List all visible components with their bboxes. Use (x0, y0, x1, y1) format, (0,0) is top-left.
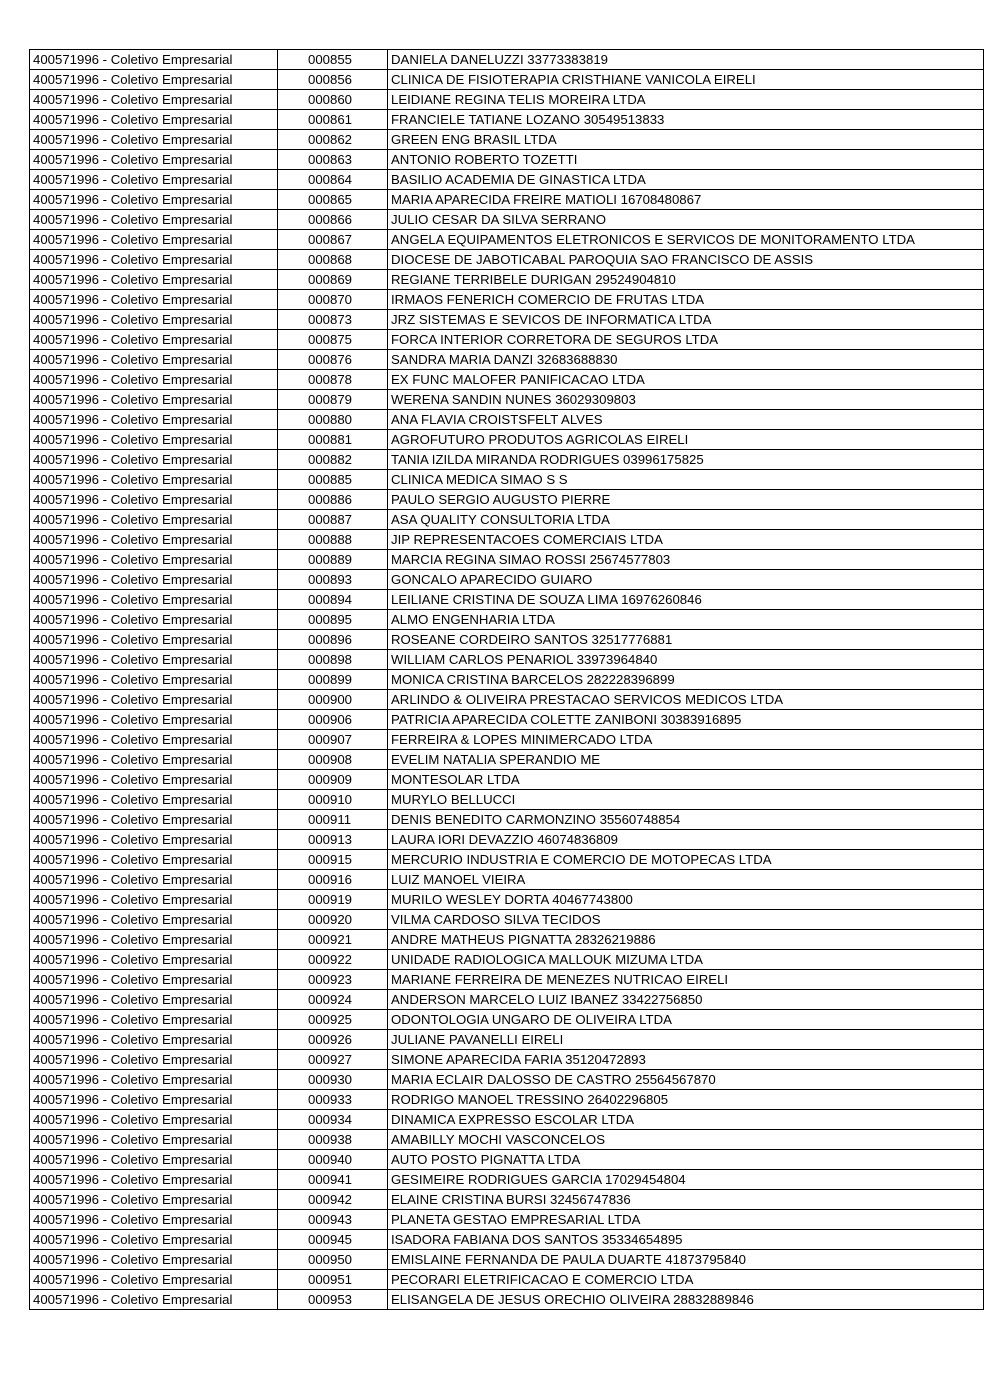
code-cell: 000888 (278, 530, 388, 550)
table-row (30, 190, 984, 210)
code-cell: 000915 (278, 850, 388, 870)
code-cell: 000895 (278, 610, 388, 630)
name-cell: ELISANGELA DE JESUS ORECHIO OLIVEIRA 28832889846 (388, 1290, 984, 1310)
table-row (30, 50, 984, 70)
contract-cell: 400571996 - Coletivo Empresarial (30, 90, 278, 110)
code-cell: 000927 (278, 1050, 388, 1070)
code-cell: 000925 (278, 1010, 388, 1030)
table-row (30, 1150, 984, 1170)
contract-cell: 400571996 - Coletivo Empresarial (30, 350, 278, 370)
table-row (30, 130, 984, 150)
code-cell: 000916 (278, 870, 388, 890)
code-cell: 000920 (278, 910, 388, 930)
table-row (30, 410, 984, 430)
name-cell: ODONTOLOGIA UNGARO DE OLIVEIRA LTDA (388, 1010, 984, 1030)
code-cell: 000899 (278, 670, 388, 690)
contract-cell: 400571996 - Coletivo Empresarial (30, 470, 278, 490)
name-cell: PECORARI ELETRIFICACAO E COMERCIO LTDA (388, 1270, 984, 1290)
table-row (30, 530, 984, 550)
code-cell: 000862 (278, 130, 388, 150)
table-row (30, 470, 984, 490)
contract-cell: 400571996 - Coletivo Empresarial (30, 850, 278, 870)
table-row (30, 770, 984, 790)
name-cell: AGROFUTURO PRODUTOS AGRICOLAS EIRELI (388, 430, 984, 450)
contract-cell: 400571996 - Coletivo Empresarial (30, 210, 278, 230)
contract-cell: 400571996 - Coletivo Empresarial (30, 110, 278, 130)
contract-cell: 400571996 - Coletivo Empresarial (30, 530, 278, 550)
name-cell: MARIA ECLAIR DALOSSO DE CASTRO 25564567870 (388, 1070, 984, 1090)
code-cell: 000924 (278, 990, 388, 1010)
contract-cell: 400571996 - Coletivo Empresarial (30, 150, 278, 170)
contract-cell: 400571996 - Coletivo Empresarial (30, 990, 278, 1010)
code-cell: 000865 (278, 190, 388, 210)
code-cell: 000930 (278, 1070, 388, 1090)
contract-cell: 400571996 - Coletivo Empresarial (30, 710, 278, 730)
name-cell: EX FUNC MALOFER PANIFICACAO LTDA (388, 370, 984, 390)
name-cell: JULIO CESAR DA SILVA SERRANO (388, 210, 984, 230)
contract-cell: 400571996 - Coletivo Empresarial (30, 370, 278, 390)
contract-cell: 400571996 - Coletivo Empresarial (30, 1290, 278, 1310)
contract-cell: 400571996 - Coletivo Empresarial (30, 1090, 278, 1110)
table-row (30, 1270, 984, 1290)
contract-cell: 400571996 - Coletivo Empresarial (30, 410, 278, 430)
code-cell: 000951 (278, 1270, 388, 1290)
table-row (30, 110, 984, 130)
code-cell: 000855 (278, 50, 388, 70)
code-cell: 000923 (278, 970, 388, 990)
contract-cell: 400571996 - Coletivo Empresarial (30, 790, 278, 810)
contract-cell: 400571996 - Coletivo Empresarial (30, 910, 278, 930)
contract-cell: 400571996 - Coletivo Empresarial (30, 770, 278, 790)
code-cell: 000870 (278, 290, 388, 310)
table-row (30, 1050, 984, 1070)
name-cell: AUTO POSTO PIGNATTA LTDA (388, 1150, 984, 1170)
code-cell: 000940 (278, 1150, 388, 1170)
code-cell: 000886 (278, 490, 388, 510)
contract-cell: 400571996 - Coletivo Empresarial (30, 430, 278, 450)
contract-cell: 400571996 - Coletivo Empresarial (30, 870, 278, 890)
code-cell: 000879 (278, 390, 388, 410)
code-cell: 000919 (278, 890, 388, 910)
name-cell: ARLINDO & OLIVEIRA PRESTACAO SERVICOS MEDICOS LTDA (388, 690, 984, 710)
name-cell: ANGELA EQUIPAMENTOS ELETRONICOS E SERVICOS DE MONITORAMENTO LTDA (388, 230, 984, 250)
table-row (30, 170, 984, 190)
name-cell: ELAINE CRISTINA BURSI 32456747836 (388, 1190, 984, 1210)
name-cell: MONICA CRISTINA BARCELOS 282228396899 (388, 670, 984, 690)
table-row (30, 690, 984, 710)
contract-cell: 400571996 - Coletivo Empresarial (30, 610, 278, 630)
name-cell: AMABILLY MOCHI VASCONCELOS (388, 1130, 984, 1150)
contract-cell: 400571996 - Coletivo Empresarial (30, 1110, 278, 1130)
code-cell: 000909 (278, 770, 388, 790)
table-row (30, 570, 984, 590)
table-row (30, 550, 984, 570)
name-cell: RODRIGO MANOEL TRESSINO 26402296805 (388, 1090, 984, 1110)
name-cell: PLANETA GESTAO EMPRESARIAL LTDA (388, 1210, 984, 1230)
name-cell: GREEN ENG BRASIL LTDA (388, 130, 984, 150)
contract-cell: 400571996 - Coletivo Empresarial (30, 810, 278, 830)
contract-cell: 400571996 - Coletivo Empresarial (30, 1130, 278, 1150)
table-row (30, 890, 984, 910)
contract-cell: 400571996 - Coletivo Empresarial (30, 550, 278, 570)
code-cell: 000898 (278, 650, 388, 670)
table-row (30, 1290, 984, 1310)
contract-cell: 400571996 - Coletivo Empresarial (30, 670, 278, 690)
code-cell: 000882 (278, 450, 388, 470)
name-cell: MURILO WESLEY DORTA 40467743800 (388, 890, 984, 910)
name-cell: SIMONE APARECIDA FARIA 35120472893 (388, 1050, 984, 1070)
name-cell: EMISLAINE FERNANDA DE PAULA DUARTE 41873795840 (388, 1250, 984, 1270)
code-cell: 000875 (278, 330, 388, 350)
name-cell: ANA FLAVIA CROISTSFELT ALVES (388, 410, 984, 430)
contract-cell: 400571996 - Coletivo Empresarial (30, 490, 278, 510)
code-cell: 000908 (278, 750, 388, 770)
contract-cell: 400571996 - Coletivo Empresarial (30, 1230, 278, 1250)
contract-cell: 400571996 - Coletivo Empresarial (30, 170, 278, 190)
name-cell: PATRICIA APARECIDA COLETTE ZANIBONI 30383916895 (388, 710, 984, 730)
name-cell: ISADORA FABIANA DOS SANTOS 35334654895 (388, 1230, 984, 1250)
name-cell: FORCA INTERIOR CORRETORA DE SEGUROS LTDA (388, 330, 984, 350)
name-cell: DANIELA DANELUZZI 33773383819 (388, 50, 984, 70)
contract-cell: 400571996 - Coletivo Empresarial (30, 1270, 278, 1290)
contract-cell: 400571996 - Coletivo Empresarial (30, 1210, 278, 1230)
contract-cell: 400571996 - Coletivo Empresarial (30, 970, 278, 990)
table-row (30, 590, 984, 610)
contract-cell: 400571996 - Coletivo Empresarial (30, 70, 278, 90)
table-row (30, 450, 984, 470)
name-cell: ROSEANE CORDEIRO SANTOS 32517776881 (388, 630, 984, 650)
code-cell: 000887 (278, 510, 388, 530)
contract-cell: 400571996 - Coletivo Empresarial (30, 270, 278, 290)
table-row (30, 330, 984, 350)
name-cell: BASILIO ACADEMIA DE GINASTICA LTDA (388, 170, 984, 190)
name-cell: JIP REPRESENTACOES COMERCIAIS LTDA (388, 530, 984, 550)
table-row (30, 290, 984, 310)
table-row (30, 510, 984, 530)
contract-cell: 400571996 - Coletivo Empresarial (30, 1030, 278, 1050)
contract-cell: 400571996 - Coletivo Empresarial (30, 650, 278, 670)
name-cell: PAULO SERGIO AUGUSTO PIERRE (388, 490, 984, 510)
code-cell: 000950 (278, 1250, 388, 1270)
name-cell: ALMO ENGENHARIA LTDA (388, 610, 984, 630)
code-cell: 000889 (278, 550, 388, 570)
contract-cell: 400571996 - Coletivo Empresarial (30, 50, 278, 70)
code-cell: 000863 (278, 150, 388, 170)
contract-cell: 400571996 - Coletivo Empresarial (30, 390, 278, 410)
name-cell: JRZ SISTEMAS E SEVICOS DE INFORMATICA LTDA (388, 310, 984, 330)
contract-cell: 400571996 - Coletivo Empresarial (30, 890, 278, 910)
table-row (30, 810, 984, 830)
table-row (30, 270, 984, 290)
name-cell: LEILIANE CRISTINA DE SOUZA LIMA 16976260846 (388, 590, 984, 610)
contract-cell: 400571996 - Coletivo Empresarial (30, 1170, 278, 1190)
name-cell: VILMA CARDOSO SILVA TECIDOS (388, 910, 984, 930)
table-row (30, 1250, 984, 1270)
contract-cell: 400571996 - Coletivo Empresarial (30, 1070, 278, 1090)
table-row (30, 670, 984, 690)
code-cell: 000913 (278, 830, 388, 850)
code-cell: 000941 (278, 1170, 388, 1190)
table-row (30, 850, 984, 870)
code-cell: 000926 (278, 1030, 388, 1050)
contract-cell: 400571996 - Coletivo Empresarial (30, 590, 278, 610)
contract-cell: 400571996 - Coletivo Empresarial (30, 1190, 278, 1210)
name-cell: MURYLO BELLUCCI (388, 790, 984, 810)
name-cell: IRMAOS FENERICH COMERCIO DE FRUTAS LTDA (388, 290, 984, 310)
name-cell: SANDRA MARIA DANZI 32683688830 (388, 350, 984, 370)
table-row (30, 930, 984, 950)
beneficiary-table-body (30, 50, 984, 1310)
code-cell: 000868 (278, 250, 388, 270)
table-row (30, 990, 984, 1010)
code-cell: 000881 (278, 430, 388, 450)
name-cell: REGIANE TERRIBELE DURIGAN 29524904810 (388, 270, 984, 290)
code-cell: 000856 (278, 70, 388, 90)
contract-cell: 400571996 - Coletivo Empresarial (30, 570, 278, 590)
table-row (30, 830, 984, 850)
code-cell: 000900 (278, 690, 388, 710)
contract-cell: 400571996 - Coletivo Empresarial (30, 1010, 278, 1030)
table-row (30, 1090, 984, 1110)
table-row (30, 1110, 984, 1130)
code-cell: 000934 (278, 1110, 388, 1130)
code-cell: 000922 (278, 950, 388, 970)
code-cell: 000942 (278, 1190, 388, 1210)
name-cell: ANTONIO ROBERTO TOZETTI (388, 150, 984, 170)
table-row (30, 1210, 984, 1230)
table-row (30, 910, 984, 930)
code-cell: 000906 (278, 710, 388, 730)
table-row (30, 370, 984, 390)
code-cell: 000910 (278, 790, 388, 810)
table-row (30, 1170, 984, 1190)
table-row (30, 1230, 984, 1250)
table-row (30, 1010, 984, 1030)
code-cell: 000869 (278, 270, 388, 290)
code-cell: 000921 (278, 930, 388, 950)
contract-cell: 400571996 - Coletivo Empresarial (30, 310, 278, 330)
name-cell: FERREIRA & LOPES MINIMERCADO LTDA (388, 730, 984, 750)
name-cell: EVELIM NATALIA SPERANDIO ME (388, 750, 984, 770)
contract-cell: 400571996 - Coletivo Empresarial (30, 950, 278, 970)
table-row (30, 1190, 984, 1210)
code-cell: 000894 (278, 590, 388, 610)
name-cell: ANDERSON MARCELO LUIZ IBANEZ 33422756850 (388, 990, 984, 1010)
table-row (30, 1030, 984, 1050)
contract-cell: 400571996 - Coletivo Empresarial (30, 690, 278, 710)
code-cell: 000880 (278, 410, 388, 430)
code-cell: 000860 (278, 90, 388, 110)
code-cell: 000907 (278, 730, 388, 750)
table-row (30, 390, 984, 410)
code-cell: 000878 (278, 370, 388, 390)
name-cell: LUIZ MANOEL VIEIRA (388, 870, 984, 890)
contract-cell: 400571996 - Coletivo Empresarial (30, 750, 278, 770)
contract-cell: 400571996 - Coletivo Empresarial (30, 730, 278, 750)
name-cell: LAURA IORI DEVAZZIO 46074836809 (388, 830, 984, 850)
name-cell: WERENA SANDIN NUNES 36029309803 (388, 390, 984, 410)
name-cell: DENIS BENEDITO CARMONZINO 35560748854 (388, 810, 984, 830)
code-cell: 000943 (278, 1210, 388, 1230)
name-cell: GONCALO APARECIDO GUIARO (388, 570, 984, 590)
name-cell: ANDRE MATHEUS PIGNATTA 28326219886 (388, 930, 984, 950)
code-cell: 000873 (278, 310, 388, 330)
name-cell: MERCURIO INDUSTRIA E COMERCIO DE MOTOPECAS LTDA (388, 850, 984, 870)
contract-cell: 400571996 - Coletivo Empresarial (30, 930, 278, 950)
code-cell: 000945 (278, 1230, 388, 1250)
code-cell: 000866 (278, 210, 388, 230)
code-cell: 000861 (278, 110, 388, 130)
name-cell: CLINICA MEDICA SIMAO S S (388, 470, 984, 490)
table-row (30, 870, 984, 890)
table-row (30, 750, 984, 770)
table-row (30, 610, 984, 630)
code-cell: 000867 (278, 230, 388, 250)
table-row (30, 250, 984, 270)
contract-cell: 400571996 - Coletivo Empresarial (30, 250, 278, 270)
name-cell: MARCIA REGINA SIMAO ROSSI 25674577803 (388, 550, 984, 570)
table-row (30, 650, 984, 670)
name-cell: MARIA APARECIDA FREIRE MATIOLI 16708480867 (388, 190, 984, 210)
name-cell: DINAMICA EXPRESSO ESCOLAR LTDA (388, 1110, 984, 1130)
contract-cell: 400571996 - Coletivo Empresarial (30, 1150, 278, 1170)
table-row (30, 430, 984, 450)
name-cell: MARIANE FERREIRA DE MENEZES NUTRICAO EIRELI (388, 970, 984, 990)
contract-cell: 400571996 - Coletivo Empresarial (30, 510, 278, 530)
code-cell: 000876 (278, 350, 388, 370)
table-row (30, 1070, 984, 1090)
contract-cell: 400571996 - Coletivo Empresarial (30, 290, 278, 310)
table-row (30, 490, 984, 510)
name-cell: FRANCIELE TATIANE LOZANO 30549513833 (388, 110, 984, 130)
table-row (30, 790, 984, 810)
table-row (30, 90, 984, 110)
table-row (30, 730, 984, 750)
table-row (30, 950, 984, 970)
code-cell: 000893 (278, 570, 388, 590)
code-cell: 000864 (278, 170, 388, 190)
name-cell: MONTESOLAR LTDA (388, 770, 984, 790)
contract-cell: 400571996 - Coletivo Empresarial (30, 1050, 278, 1070)
name-cell: JULIANE PAVANELLI EIRELI (388, 1030, 984, 1050)
code-cell: 000896 (278, 630, 388, 650)
name-cell: TANIA IZILDA MIRANDA RODRIGUES 03996175825 (388, 450, 984, 470)
table-row (30, 70, 984, 90)
table-row (30, 210, 984, 230)
name-cell: LEIDIANE REGINA TELIS MOREIRA LTDA (388, 90, 984, 110)
contract-cell: 400571996 - Coletivo Empresarial (30, 630, 278, 650)
contract-cell: 400571996 - Coletivo Empresarial (30, 230, 278, 250)
name-cell: UNIDADE RADIOLOGICA MALLOUK MIZUMA LTDA (388, 950, 984, 970)
name-cell: WILLIAM CARLOS PENARIOL 33973964840 (388, 650, 984, 670)
table-row (30, 630, 984, 650)
contract-cell: 400571996 - Coletivo Empresarial (30, 330, 278, 350)
name-cell: DIOCESE DE JABOTICABAL PAROQUIA SAO FRANCISCO DE ASSIS (388, 250, 984, 270)
contract-cell: 400571996 - Coletivo Empresarial (30, 1250, 278, 1270)
beneficiary-table (29, 49, 984, 1310)
table-row (30, 970, 984, 990)
contract-cell: 400571996 - Coletivo Empresarial (30, 130, 278, 150)
name-cell: GESIMEIRE RODRIGUES GARCIA 17029454804 (388, 1170, 984, 1190)
table-row (30, 230, 984, 250)
code-cell: 000885 (278, 470, 388, 490)
table-row (30, 710, 984, 730)
contract-cell: 400571996 - Coletivo Empresarial (30, 190, 278, 210)
table-row (30, 350, 984, 370)
code-cell: 000938 (278, 1130, 388, 1150)
code-cell: 000953 (278, 1290, 388, 1310)
code-cell: 000911 (278, 810, 388, 830)
table-row (30, 150, 984, 170)
table-row (30, 310, 984, 330)
table-row (30, 1130, 984, 1150)
name-cell: CLINICA DE FISIOTERAPIA CRISTHIANE VANICOLA EIRELI (388, 70, 984, 90)
contract-cell: 400571996 - Coletivo Empresarial (30, 830, 278, 850)
name-cell: ASA QUALITY CONSULTORIA LTDA (388, 510, 984, 530)
code-cell: 000933 (278, 1090, 388, 1110)
contract-cell: 400571996 - Coletivo Empresarial (30, 450, 278, 470)
